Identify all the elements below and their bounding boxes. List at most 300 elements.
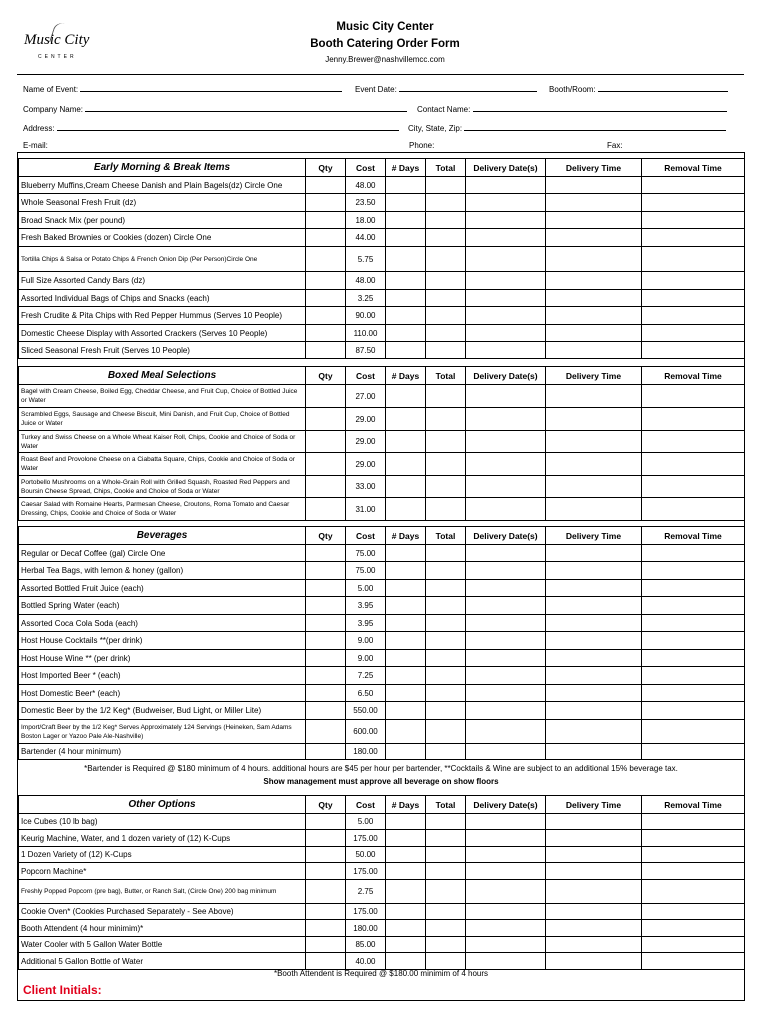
item-name: Assorted Bottled Fruit Juice (each) — [19, 580, 306, 597]
qty-cell[interactable] — [306, 307, 346, 325]
total-cell[interactable] — [426, 498, 466, 521]
days-cell[interactable] — [386, 290, 426, 307]
column-header-cost: Cost — [346, 527, 386, 545]
total-cell[interactable] — [426, 290, 466, 307]
qty-cell[interactable] — [306, 720, 346, 744]
city-state-zip-line[interactable] — [464, 122, 726, 131]
item-name: Bartender (4 hour minimum) — [19, 744, 306, 760]
qty-cell[interactable] — [306, 545, 346, 562]
delivery-time-cell[interactable] — [546, 847, 642, 863]
qty-cell[interactable] — [306, 212, 346, 229]
total-cell[interactable] — [426, 632, 466, 650]
qty-cell[interactable] — [306, 453, 346, 476]
days-cell[interactable] — [386, 937, 426, 953]
delivery-dates-cell[interactable] — [466, 667, 546, 685]
total-cell[interactable] — [426, 667, 466, 685]
table-row — [19, 904, 745, 920]
total-cell[interactable] — [426, 408, 466, 431]
table-row — [19, 545, 745, 562]
removal-time-cell[interactable] — [642, 847, 745, 863]
days-cell[interactable] — [386, 863, 426, 880]
removal-time-cell[interactable] — [642, 545, 745, 562]
item-name: Scrambled Eggs, Sausage and Cheese Biscuit, Mini Danish, and Fruit Cup, Choice of Bottled Juice or Water — [19, 408, 306, 431]
cost-cell: 550.00 — [346, 702, 386, 720]
delivery-time-cell[interactable] — [546, 920, 642, 937]
qty-cell[interactable] — [306, 325, 346, 342]
total-cell[interactable] — [426, 307, 466, 325]
qty-cell[interactable] — [306, 830, 346, 847]
booth-room-field[interactable] — [549, 83, 728, 94]
delivery-dates-cell[interactable] — [466, 920, 546, 937]
delivery-time-cell[interactable] — [546, 562, 642, 580]
days-cell[interactable] — [386, 325, 426, 342]
delivery-dates-cell[interactable] — [466, 632, 546, 650]
table-row — [19, 476, 745, 498]
removal-time-cell[interactable] — [642, 498, 745, 521]
delivery-dates-cell[interactable] — [466, 720, 546, 744]
qty-cell[interactable] — [306, 342, 346, 359]
total-cell[interactable] — [426, 920, 466, 937]
cost-cell: 2.75 — [346, 880, 386, 904]
removal-time-cell[interactable] — [642, 632, 745, 650]
removal-time-cell[interactable] — [642, 229, 745, 247]
item-name: Bagel with Cream Cheese, Boiled Egg, Cheddar Cheese, and Fruit Cup, Choice of Bottled Juice or Water — [19, 385, 306, 408]
total-cell[interactable] — [426, 650, 466, 667]
total-cell[interactable] — [426, 342, 466, 359]
delivery-dates-cell[interactable] — [466, 904, 546, 920]
table-row — [19, 847, 745, 863]
days-cell[interactable] — [386, 194, 426, 212]
item-name: Freshly Popped Popcorn (pre bag), Butter, or Ranch Salt, (Circle One) 200 bag minimum — [19, 880, 306, 904]
qty-cell[interactable] — [306, 685, 346, 702]
qty-cell[interactable] — [306, 177, 346, 194]
delivery-time-cell[interactable] — [546, 290, 642, 307]
removal-time-cell[interactable] — [642, 744, 745, 760]
company-name-field[interactable] — [23, 103, 407, 114]
qty-cell[interactable] — [306, 863, 346, 880]
section-header-row — [19, 159, 745, 177]
total-cell[interactable] — [426, 847, 466, 863]
total-cell[interactable] — [426, 720, 466, 744]
qty-cell[interactable] — [306, 247, 346, 272]
removal-time-cell[interactable] — [642, 453, 745, 476]
table-row — [19, 880, 745, 904]
table-row — [19, 342, 745, 359]
qty-cell[interactable] — [306, 431, 346, 453]
delivery-time-cell[interactable] — [546, 880, 642, 904]
removal-time-cell[interactable] — [642, 597, 745, 615]
column-header-removal-time: Removal Time — [642, 367, 745, 385]
days-cell[interactable] — [386, 920, 426, 937]
days-cell[interactable] — [386, 408, 426, 431]
delivery-dates-cell[interactable] — [466, 880, 546, 904]
column-header-delivery-dates: Delivery Date(s) — [466, 796, 546, 814]
removal-time-cell[interactable] — [642, 937, 745, 953]
total-cell[interactable] — [426, 229, 466, 247]
delivery-time-cell[interactable] — [546, 177, 642, 194]
delivery-time-cell[interactable] — [546, 580, 642, 597]
removal-time-cell[interactable] — [642, 720, 745, 744]
delivery-dates-cell[interactable] — [466, 307, 546, 325]
city-state-zip-label: City, State, Zip: — [408, 124, 463, 133]
days-cell[interactable] — [386, 904, 426, 920]
cost-cell: 9.00 — [346, 632, 386, 650]
days-cell[interactable] — [386, 880, 426, 904]
column-header-delivery-dates: Delivery Date(s) — [466, 159, 546, 177]
days-cell[interactable] — [386, 385, 426, 408]
delivery-time-cell[interactable] — [546, 385, 642, 408]
cost-cell: 5.75 — [346, 247, 386, 272]
days-cell[interactable] — [386, 545, 426, 562]
qty-cell[interactable] — [306, 229, 346, 247]
contact-email[interactable]: Jenny.Brewer@nashvillemcc.com — [325, 55, 445, 64]
column-header-qty: Qty — [306, 367, 346, 385]
delivery-dates-cell[interactable] — [466, 290, 546, 307]
city-state-zip-field[interactable] — [408, 122, 726, 133]
item-name: Caesar Salad with Romaine Hearts, Parmesan Cheese, Croutons, Roma Tomato and Caesar Dressing, Chips, Cookie and Choice of Soda or Water — [19, 498, 306, 521]
qty-cell[interactable] — [306, 814, 346, 830]
delivery-dates-cell[interactable] — [466, 615, 546, 632]
phone-field[interactable] — [409, 141, 434, 150]
days-cell[interactable] — [386, 580, 426, 597]
total-cell[interactable] — [426, 580, 466, 597]
address-line[interactable] — [57, 122, 399, 131]
total-cell[interactable] — [426, 194, 466, 212]
cost-cell: 600.00 — [346, 720, 386, 744]
column-header-days: # Days — [386, 159, 426, 177]
column-header-qty: Qty — [306, 527, 346, 545]
days-cell[interactable] — [386, 272, 426, 290]
table-row — [19, 830, 745, 847]
table-row — [19, 325, 745, 342]
removal-time-cell[interactable] — [642, 685, 745, 702]
cost-cell: 33.00 — [346, 476, 386, 498]
total-cell[interactable] — [426, 562, 466, 580]
days-cell[interactable] — [386, 342, 426, 359]
total-cell[interactable] — [426, 212, 466, 229]
cost-cell: 31.00 — [346, 498, 386, 521]
column-header-delivery-time: Delivery Time — [546, 159, 642, 177]
delivery-time-cell[interactable] — [546, 408, 642, 431]
days-cell[interactable] — [386, 615, 426, 632]
delivery-dates-cell[interactable] — [466, 744, 546, 760]
days-cell[interactable] — [386, 597, 426, 615]
days-cell[interactable] — [386, 685, 426, 702]
total-cell[interactable] — [426, 177, 466, 194]
total-cell[interactable] — [426, 476, 466, 498]
removal-time-cell[interactable] — [642, 290, 745, 307]
removal-time-cell[interactable] — [642, 667, 745, 685]
qty-cell[interactable] — [306, 272, 346, 290]
days-cell[interactable] — [386, 814, 426, 830]
delivery-time-cell[interactable] — [546, 685, 642, 702]
days-cell[interactable] — [386, 476, 426, 498]
days-cell[interactable] — [386, 744, 426, 760]
total-cell[interactable] — [426, 615, 466, 632]
section-title: Early Morning & Break Items — [19, 159, 306, 177]
qty-cell[interactable] — [306, 904, 346, 920]
delivery-time-cell[interactable] — [546, 431, 642, 453]
column-header-removal-time: Removal Time — [642, 796, 745, 814]
removal-time-cell[interactable] — [642, 194, 745, 212]
qty-cell[interactable] — [306, 290, 346, 307]
phone-label: Phone: — [409, 141, 435, 150]
removal-time-cell[interactable] — [642, 953, 745, 970]
days-cell[interactable] — [386, 498, 426, 521]
cost-cell: 3.95 — [346, 597, 386, 615]
total-cell[interactable] — [426, 272, 466, 290]
delivery-dates-cell[interactable] — [466, 545, 546, 562]
total-cell[interactable] — [426, 431, 466, 453]
cost-cell: 23.50 — [346, 194, 386, 212]
total-cell[interactable] — [426, 904, 466, 920]
removal-time-cell[interactable] — [642, 212, 745, 229]
form-title: Music City Center — [336, 21, 434, 33]
item-name: Regular or Decaf Coffee (gal) Circle One — [19, 545, 306, 562]
qty-cell[interactable] — [306, 632, 346, 650]
removal-time-cell[interactable] — [642, 880, 745, 904]
days-cell[interactable] — [386, 650, 426, 667]
delivery-dates-cell[interactable] — [466, 408, 546, 431]
delivery-time-cell[interactable] — [546, 863, 642, 880]
fax-field[interactable] — [607, 141, 623, 150]
removal-time-cell[interactable] — [642, 247, 745, 272]
delivery-time-cell[interactable] — [546, 667, 642, 685]
column-header-delivery-time: Delivery Time — [546, 527, 642, 545]
company-name-line[interactable] — [85, 103, 407, 112]
table-row — [19, 667, 745, 685]
days-cell[interactable] — [386, 847, 426, 863]
item-name: Water Cooler with 5 Gallon Water Bottle — [19, 937, 306, 953]
total-cell[interactable] — [426, 953, 466, 970]
delivery-dates-cell[interactable] — [466, 562, 546, 580]
total-cell[interactable] — [426, 814, 466, 830]
total-cell[interactable] — [426, 685, 466, 702]
total-cell[interactable] — [426, 597, 466, 615]
contact-name-label: Contact Name: — [417, 105, 471, 114]
delivery-time-cell[interactable] — [546, 498, 642, 521]
delivery-dates-cell[interactable] — [466, 863, 546, 880]
delivery-dates-cell[interactable] — [466, 212, 546, 229]
contact-name-field[interactable] — [417, 103, 727, 114]
qty-cell[interactable] — [306, 562, 346, 580]
removal-time-cell[interactable] — [642, 385, 745, 408]
delivery-time-cell[interactable] — [546, 904, 642, 920]
table-row — [19, 597, 745, 615]
total-cell[interactable] — [426, 863, 466, 880]
qty-cell[interactable] — [306, 880, 346, 904]
delivery-time-cell[interactable] — [546, 953, 642, 970]
days-cell[interactable] — [386, 177, 426, 194]
event-date-field[interactable] — [355, 83, 537, 94]
days-cell[interactable] — [386, 830, 426, 847]
delivery-dates-cell[interactable] — [466, 702, 546, 720]
qty-cell[interactable] — [306, 650, 346, 667]
delivery-dates-cell[interactable] — [466, 953, 546, 970]
delivery-time-cell[interactable] — [546, 476, 642, 498]
days-cell[interactable] — [386, 431, 426, 453]
delivery-time-cell[interactable] — [546, 597, 642, 615]
removal-time-cell[interactable] — [642, 272, 745, 290]
delivery-dates-cell[interactable] — [466, 272, 546, 290]
delivery-time-cell[interactable] — [546, 545, 642, 562]
delivery-time-cell[interactable] — [546, 229, 642, 247]
cost-cell: 29.00 — [346, 408, 386, 431]
delivery-time-cell[interactable] — [546, 615, 642, 632]
days-cell[interactable] — [386, 212, 426, 229]
delivery-dates-cell[interactable] — [466, 247, 546, 272]
fax-label: Fax: — [607, 141, 623, 150]
email-field[interactable] — [23, 141, 48, 150]
email-label: E-mail: — [23, 141, 48, 150]
cost-cell: 175.00 — [346, 904, 386, 920]
cost-cell: 29.00 — [346, 431, 386, 453]
removal-time-cell[interactable] — [642, 408, 745, 431]
delivery-time-cell[interactable] — [546, 342, 642, 359]
days-cell[interactable] — [386, 307, 426, 325]
days-cell[interactable] — [386, 247, 426, 272]
delivery-time-cell[interactable] — [546, 307, 642, 325]
days-cell[interactable] — [386, 702, 426, 720]
delivery-time-cell[interactable] — [546, 720, 642, 744]
qty-cell[interactable] — [306, 667, 346, 685]
delivery-dates-cell[interactable] — [466, 650, 546, 667]
delivery-dates-cell[interactable] — [466, 580, 546, 597]
removal-time-cell[interactable] — [642, 615, 745, 632]
qty-cell[interactable] — [306, 615, 346, 632]
table-row — [19, 247, 745, 272]
total-cell[interactable] — [426, 880, 466, 904]
item-name: Sliced Seasonal Fresh Fruit (Serves 10 People) — [19, 342, 306, 359]
delivery-dates-cell[interactable] — [466, 177, 546, 194]
delivery-dates-cell[interactable] — [466, 830, 546, 847]
qty-cell[interactable] — [306, 847, 346, 863]
column-header-qty: Qty — [306, 796, 346, 814]
item-name: Fresh Baked Brownies or Cookies (dozen) Circle One — [19, 229, 306, 247]
total-cell[interactable] — [426, 744, 466, 760]
days-cell[interactable] — [386, 229, 426, 247]
total-cell[interactable] — [426, 325, 466, 342]
delivery-time-cell[interactable] — [546, 814, 642, 830]
total-cell[interactable] — [426, 830, 466, 847]
removal-time-cell[interactable] — [642, 476, 745, 498]
delivery-dates-cell[interactable] — [466, 476, 546, 498]
delivery-dates-cell[interactable] — [466, 194, 546, 212]
qty-cell[interactable] — [306, 408, 346, 431]
removal-time-cell[interactable] — [642, 904, 745, 920]
total-cell[interactable] — [426, 453, 466, 476]
table-row — [19, 307, 745, 325]
delivery-time-cell[interactable] — [546, 453, 642, 476]
booth-room-line[interactable] — [598, 83, 728, 92]
delivery-dates-cell[interactable] — [466, 498, 546, 521]
removal-time-cell[interactable] — [642, 562, 745, 580]
delivery-time-cell[interactable] — [546, 650, 642, 667]
qty-cell[interactable] — [306, 920, 346, 937]
delivery-time-cell[interactable] — [546, 632, 642, 650]
removal-time-cell[interactable] — [642, 650, 745, 667]
qty-cell[interactable] — [306, 953, 346, 970]
days-cell[interactable] — [386, 453, 426, 476]
qty-cell[interactable] — [306, 744, 346, 760]
qty-cell[interactable] — [306, 498, 346, 521]
removal-time-cell[interactable] — [642, 863, 745, 880]
section-table-early-morning-break-items — [18, 158, 745, 359]
days-cell[interactable] — [386, 667, 426, 685]
delivery-dates-cell[interactable] — [466, 342, 546, 359]
qty-cell[interactable] — [306, 194, 346, 212]
qty-cell[interactable] — [306, 937, 346, 953]
removal-time-cell[interactable] — [642, 830, 745, 847]
event-date-line[interactable] — [399, 83, 537, 92]
table-row — [19, 431, 745, 453]
removal-time-cell[interactable] — [642, 702, 745, 720]
removal-time-cell[interactable] — [642, 431, 745, 453]
qty-cell[interactable] — [306, 476, 346, 498]
delivery-dates-cell[interactable] — [466, 229, 546, 247]
column-header-delivery-dates: Delivery Date(s) — [466, 367, 546, 385]
delivery-dates-cell[interactable] — [466, 385, 546, 408]
delivery-time-cell[interactable] — [546, 937, 642, 953]
total-cell[interactable] — [426, 937, 466, 953]
days-cell[interactable] — [386, 632, 426, 650]
delivery-time-cell[interactable] — [546, 325, 642, 342]
delivery-time-cell[interactable] — [546, 744, 642, 760]
delivery-time-cell[interactable] — [546, 702, 642, 720]
total-cell[interactable] — [426, 545, 466, 562]
item-name: Fresh Crudite & Pita Chips with Red Pepper Hummus (Serves 10 People) — [19, 307, 306, 325]
section-title: Boxed Meal Selections — [19, 367, 306, 385]
delivery-time-cell[interactable] — [546, 194, 642, 212]
delivery-dates-cell[interactable] — [466, 937, 546, 953]
qty-cell[interactable] — [306, 385, 346, 408]
delivery-dates-cell[interactable] — [466, 847, 546, 863]
delivery-dates-cell[interactable] — [466, 325, 546, 342]
delivery-dates-cell[interactable] — [466, 685, 546, 702]
removal-time-cell[interactable] — [642, 177, 745, 194]
removal-time-cell[interactable] — [642, 307, 745, 325]
delivery-dates-cell[interactable] — [466, 814, 546, 830]
removal-time-cell[interactable] — [642, 580, 745, 597]
qty-cell[interactable] — [306, 702, 346, 720]
delivery-dates-cell[interactable] — [466, 431, 546, 453]
days-cell[interactable] — [386, 953, 426, 970]
name-of-event-field[interactable] — [23, 83, 342, 94]
delivery-dates-cell[interactable] — [466, 453, 546, 476]
column-header-delivery-dates: Delivery Date(s) — [466, 527, 546, 545]
removal-time-cell[interactable] — [642, 325, 745, 342]
delivery-time-cell[interactable] — [546, 247, 642, 272]
removal-time-cell[interactable] — [642, 814, 745, 830]
contact-name-line[interactable] — [473, 103, 727, 112]
total-cell[interactable] — [426, 702, 466, 720]
item-name: Herbal Tea Bags, with lemon & honey (gallon) — [19, 562, 306, 580]
delivery-time-cell[interactable] — [546, 830, 642, 847]
days-cell[interactable] — [386, 720, 426, 744]
removal-time-cell[interactable] — [642, 342, 745, 359]
days-cell[interactable] — [386, 562, 426, 580]
delivery-time-cell[interactable] — [546, 212, 642, 229]
address-field[interactable] — [23, 122, 399, 133]
qty-cell[interactable] — [306, 580, 346, 597]
total-cell[interactable] — [426, 385, 466, 408]
total-cell[interactable] — [426, 247, 466, 272]
delivery-dates-cell[interactable] — [466, 597, 546, 615]
qty-cell[interactable] — [306, 597, 346, 615]
removal-time-cell[interactable] — [642, 920, 745, 937]
name-of-event-line[interactable] — [80, 83, 342, 92]
delivery-time-cell[interactable] — [546, 272, 642, 290]
